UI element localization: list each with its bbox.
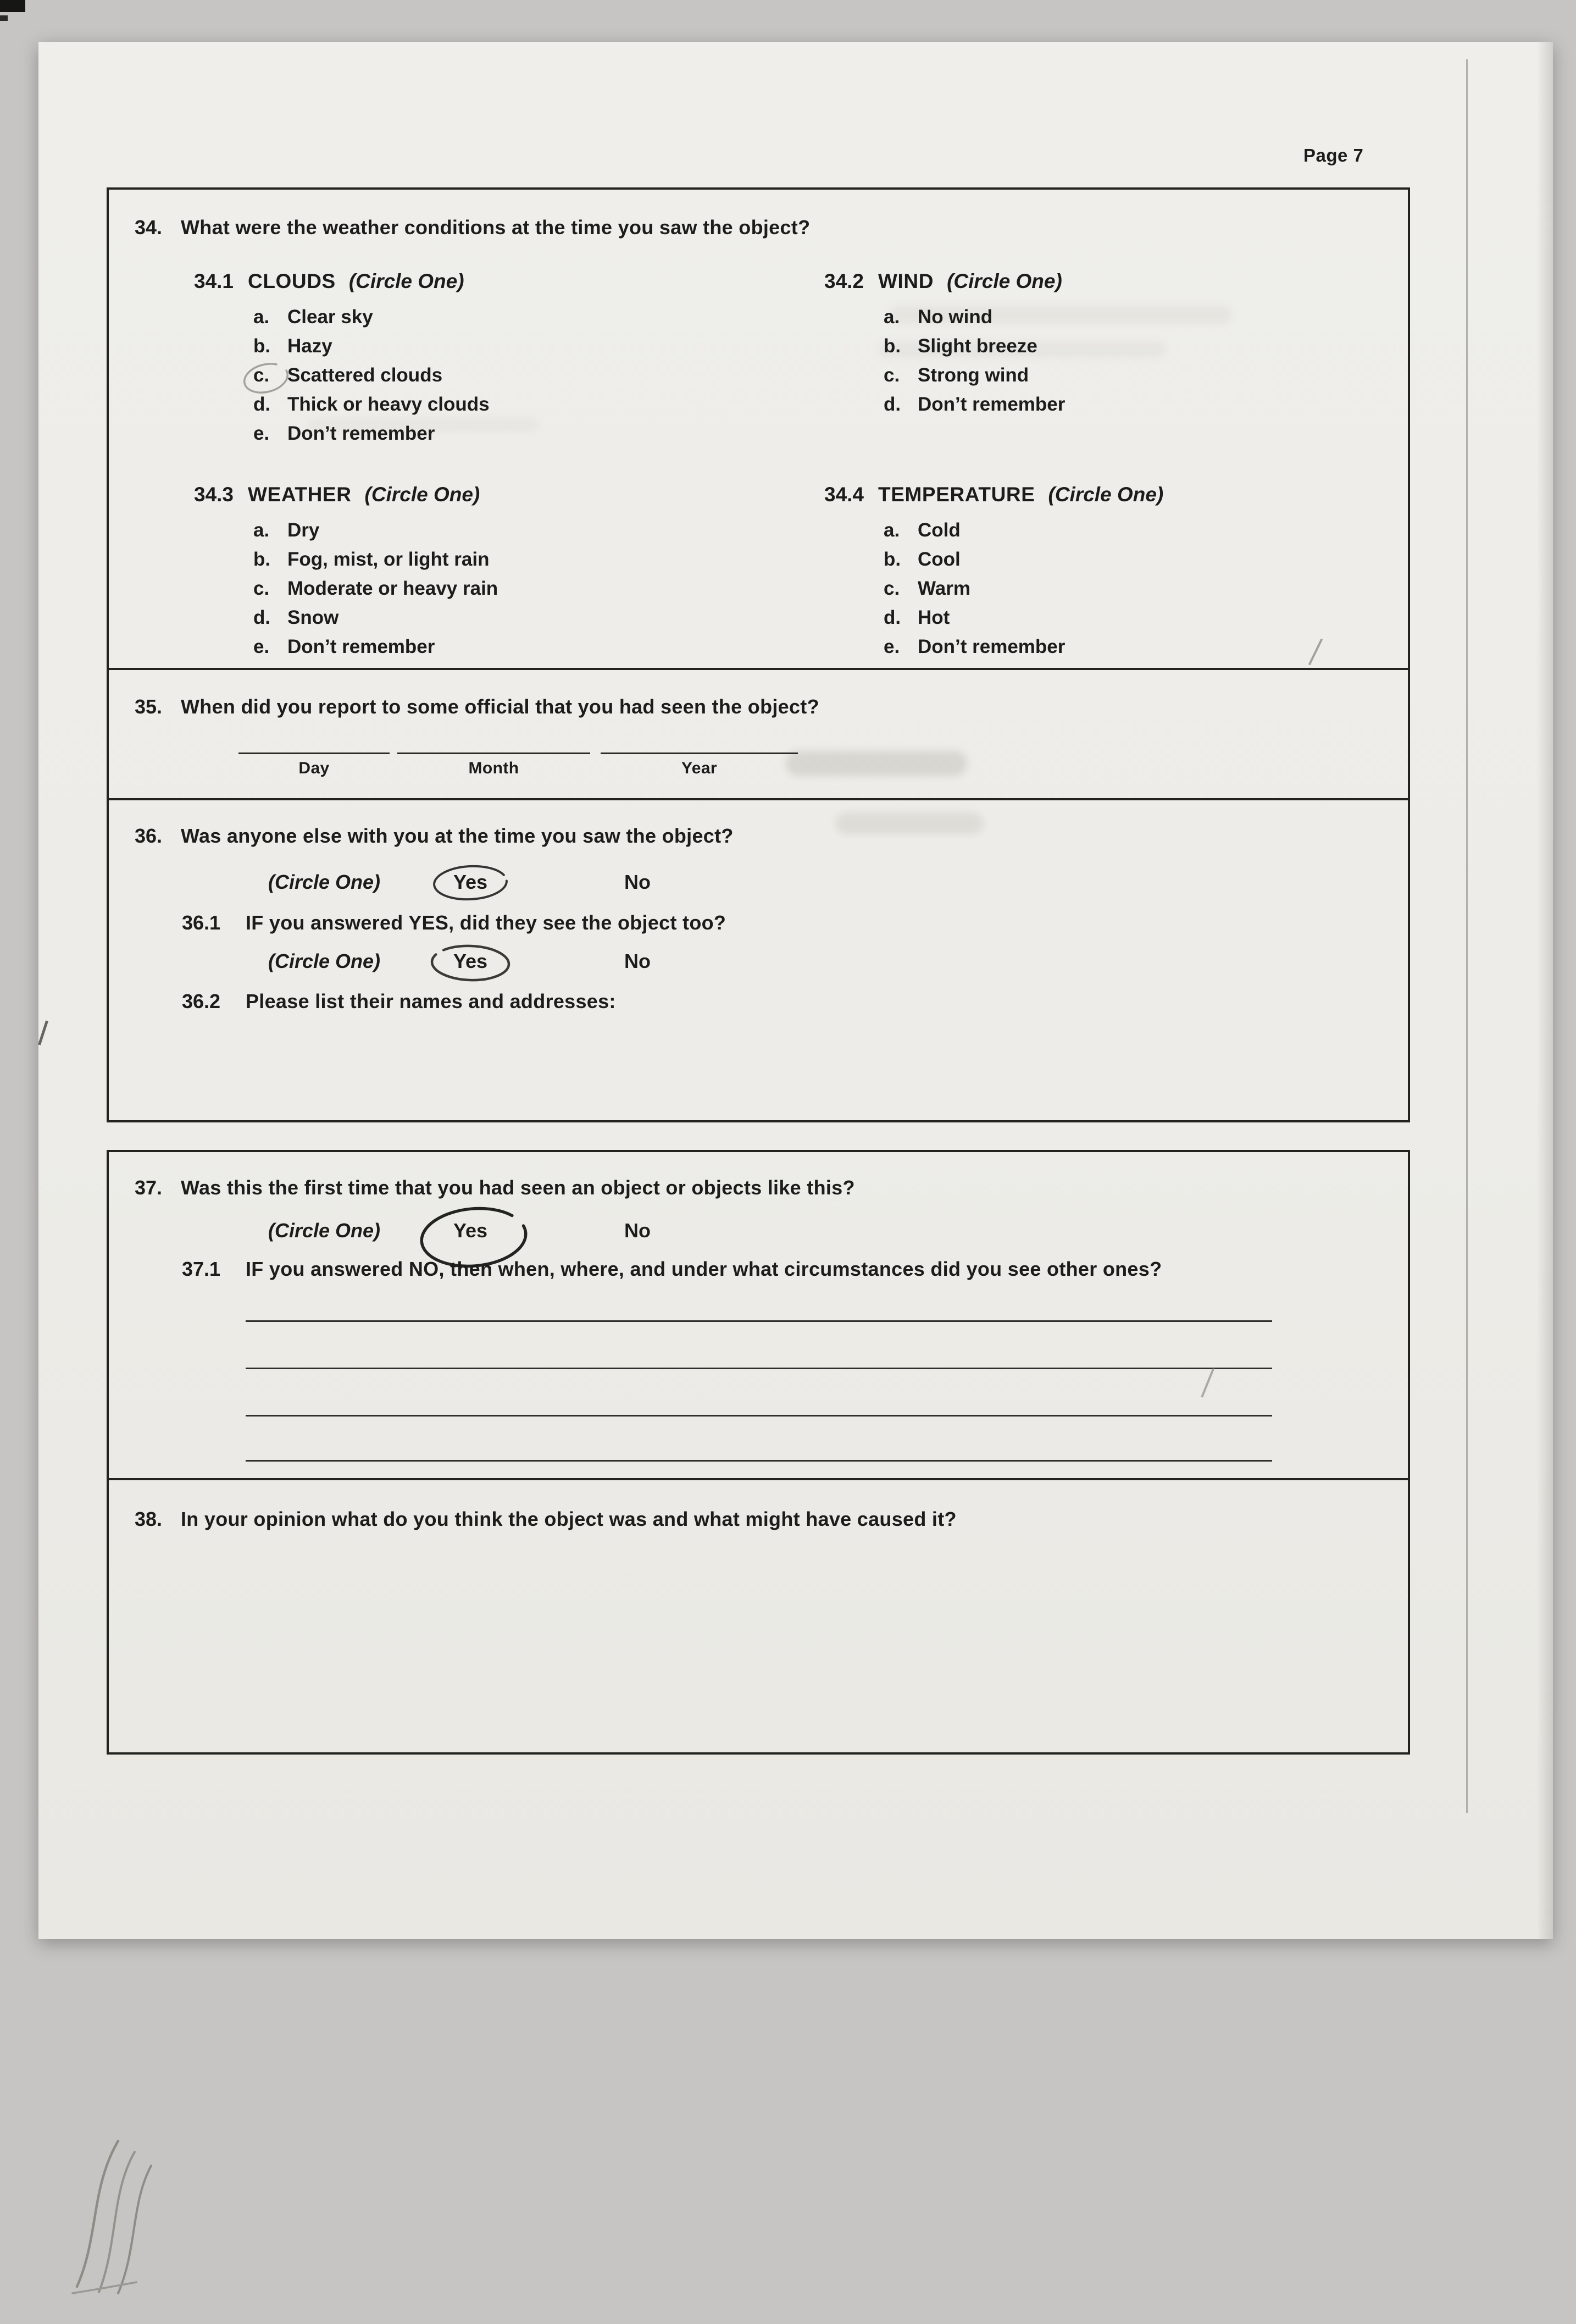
option-row	[253, 519, 498, 549]
question-text: In your opinion what do you think the object was and what might have caused it?	[181, 1508, 957, 1530]
option-text: Scattered clouds	[287, 364, 443, 386]
option-row	[884, 636, 1065, 665]
subquestion-title: WEATHER	[248, 483, 352, 506]
subquestion-temperature-heading	[824, 483, 1163, 506]
question-38-section	[109, 1480, 1408, 1752]
option-letter: a.	[253, 306, 270, 328]
date-blank-row	[238, 752, 931, 785]
temperature-options	[884, 519, 1065, 665]
option-text: Fog, mist, or light rain	[287, 549, 490, 570]
subquestion-text: IF you answered YES, did they see the object too?	[246, 911, 726, 934]
yes-option: Yes	[453, 1219, 488, 1242]
wind-options	[884, 306, 1065, 423]
circle-one-row	[268, 1219, 708, 1242]
option-letter: a.	[253, 519, 270, 541]
option-text: Dry	[287, 519, 320, 541]
answer-blank-line	[246, 1320, 1272, 1322]
circle-one-label: (Circle One)	[947, 270, 1062, 292]
option-letter: d.	[253, 394, 271, 415]
question-number: 36.	[135, 825, 163, 847]
answer-blank-line	[246, 1460, 1272, 1462]
option-letter: d.	[253, 607, 271, 628]
scan-corner-artifact	[0, 15, 8, 21]
option-row	[884, 578, 1065, 607]
month-blank	[397, 752, 590, 778]
option-row	[253, 607, 498, 636]
question-34-section	[109, 190, 1408, 670]
no-option: No	[624, 950, 651, 972]
subquestion-clouds-heading	[194, 270, 464, 293]
question-37-section	[109, 1152, 1408, 1480]
circle-one-label: (Circle One)	[268, 1219, 381, 1242]
option-letter: d.	[884, 607, 901, 628]
option-text: Warm	[918, 578, 970, 599]
question-text: Was anyone else with you at the time you saw the object?	[181, 825, 734, 847]
option-row	[884, 549, 1065, 578]
answer-blank-line	[246, 1415, 1272, 1416]
option-text: Hazy	[287, 335, 332, 357]
option-text: Don’t remember	[918, 394, 1066, 415]
option-text: Hot	[918, 607, 950, 628]
option-text: Strong wind	[918, 364, 1029, 386]
subquestion-wind-heading	[824, 270, 1062, 293]
no-option: No	[624, 1219, 651, 1242]
circle-one-label: (Circle One)	[1048, 483, 1164, 506]
option-letter: c.	[253, 578, 270, 599]
question-35-section	[109, 670, 1408, 800]
option-text: Don’t remember	[918, 636, 1066, 657]
circle-one-row	[268, 871, 708, 894]
circle-one-row	[268, 950, 708, 973]
subquestion-text: Please list their names and addresses:	[246, 990, 616, 1012]
question-number: 35.	[135, 695, 163, 718]
question-number: 37.	[135, 1176, 163, 1199]
option-row	[884, 335, 1065, 364]
option-row	[253, 578, 498, 607]
subquestion-number: 37.1	[182, 1258, 221, 1280]
subquestion-weather-heading	[194, 483, 480, 506]
subquestion-number: 36.1	[182, 911, 221, 934]
option-letter: c.	[253, 364, 270, 386]
subquestion-title: CLOUDS	[248, 270, 336, 292]
option-text: Slight breeze	[918, 335, 1037, 357]
option-text: Thick or heavy clouds	[287, 394, 490, 415]
month-label: Month	[468, 759, 519, 777]
option-text: Don’t remember	[287, 636, 435, 657]
option-letter: e.	[253, 423, 270, 444]
day-blank	[238, 752, 390, 778]
yes-option: Yes	[453, 871, 488, 893]
subquestion-number: 36.2	[182, 990, 221, 1012]
option-letter: e.	[884, 636, 900, 657]
year-label: Year	[681, 759, 717, 777]
option-row	[884, 364, 1065, 394]
question-number: 34.	[135, 216, 163, 239]
option-text: No wind	[918, 306, 993, 328]
pencil-scribble-marks	[60, 2111, 220, 2303]
option-row	[253, 364, 490, 394]
option-row	[253, 335, 490, 364]
option-row	[884, 519, 1065, 549]
option-row	[884, 394, 1065, 423]
form-box-upper	[107, 187, 1410, 1122]
subquestion-text: IF you answered NO, then when, where, and under what circumstances did you see other ones?	[246, 1258, 1162, 1280]
option-letter: c.	[884, 578, 900, 599]
question-text: When did you report to some official that you had seen the object?	[181, 695, 819, 718]
option-row	[884, 607, 1065, 636]
question-text: What were the weather conditions at the time you saw the object?	[181, 216, 811, 239]
subquestion-title: WIND	[878, 270, 934, 292]
paper-crease-line	[1466, 59, 1468, 1813]
question-number: 38.	[135, 1508, 163, 1530]
no-option: No	[624, 871, 651, 893]
subquestion-number: 34.2	[824, 270, 864, 292]
day-label: Day	[298, 759, 330, 777]
scan-corner-artifact	[0, 0, 25, 12]
option-text: Clear sky	[287, 306, 373, 328]
yes-option: Yes	[453, 950, 488, 972]
subquestion-number: 34.1	[194, 270, 234, 292]
option-letter: b.	[253, 335, 271, 357]
subquestion-number: 34.4	[824, 483, 864, 506]
weather-options	[253, 519, 498, 665]
circle-one-label: (Circle One)	[268, 950, 381, 972]
option-letter: a.	[884, 519, 900, 541]
option-letter: c.	[884, 364, 900, 386]
circle-one-label: (Circle One)	[348, 270, 464, 292]
option-letter: d.	[884, 394, 901, 415]
question-text: Was this the first time that you had seen an object or objects like this?	[181, 1176, 855, 1199]
option-text: Cool	[918, 549, 961, 570]
option-row	[884, 306, 1065, 335]
option-text: Snow	[287, 607, 339, 628]
option-letter: a.	[884, 306, 900, 328]
question-36-section	[109, 800, 1408, 1120]
clouds-options	[253, 306, 490, 452]
option-row	[253, 636, 498, 665]
option-text: Moderate or heavy rain	[287, 578, 498, 599]
answer-blank-line	[246, 1368, 1272, 1369]
option-row	[253, 549, 498, 578]
option-letter: b.	[884, 335, 901, 357]
option-row	[253, 394, 490, 423]
year-blank	[601, 752, 798, 778]
option-row	[253, 423, 490, 452]
circle-one-label: (Circle One)	[364, 483, 480, 506]
page-number: Page 7	[1303, 145, 1364, 165]
option-letter: b.	[884, 549, 901, 570]
option-letter: b.	[253, 549, 271, 570]
option-letter: e.	[253, 636, 270, 657]
option-row	[253, 306, 490, 335]
circle-one-label: (Circle One)	[268, 871, 381, 893]
subquestion-title: TEMPERATURE	[878, 483, 1035, 506]
subquestion-number: 34.3	[194, 483, 234, 506]
option-text: Don’t remember	[287, 423, 435, 444]
option-text: Cold	[918, 519, 961, 541]
form-box-lower	[107, 1150, 1410, 1755]
